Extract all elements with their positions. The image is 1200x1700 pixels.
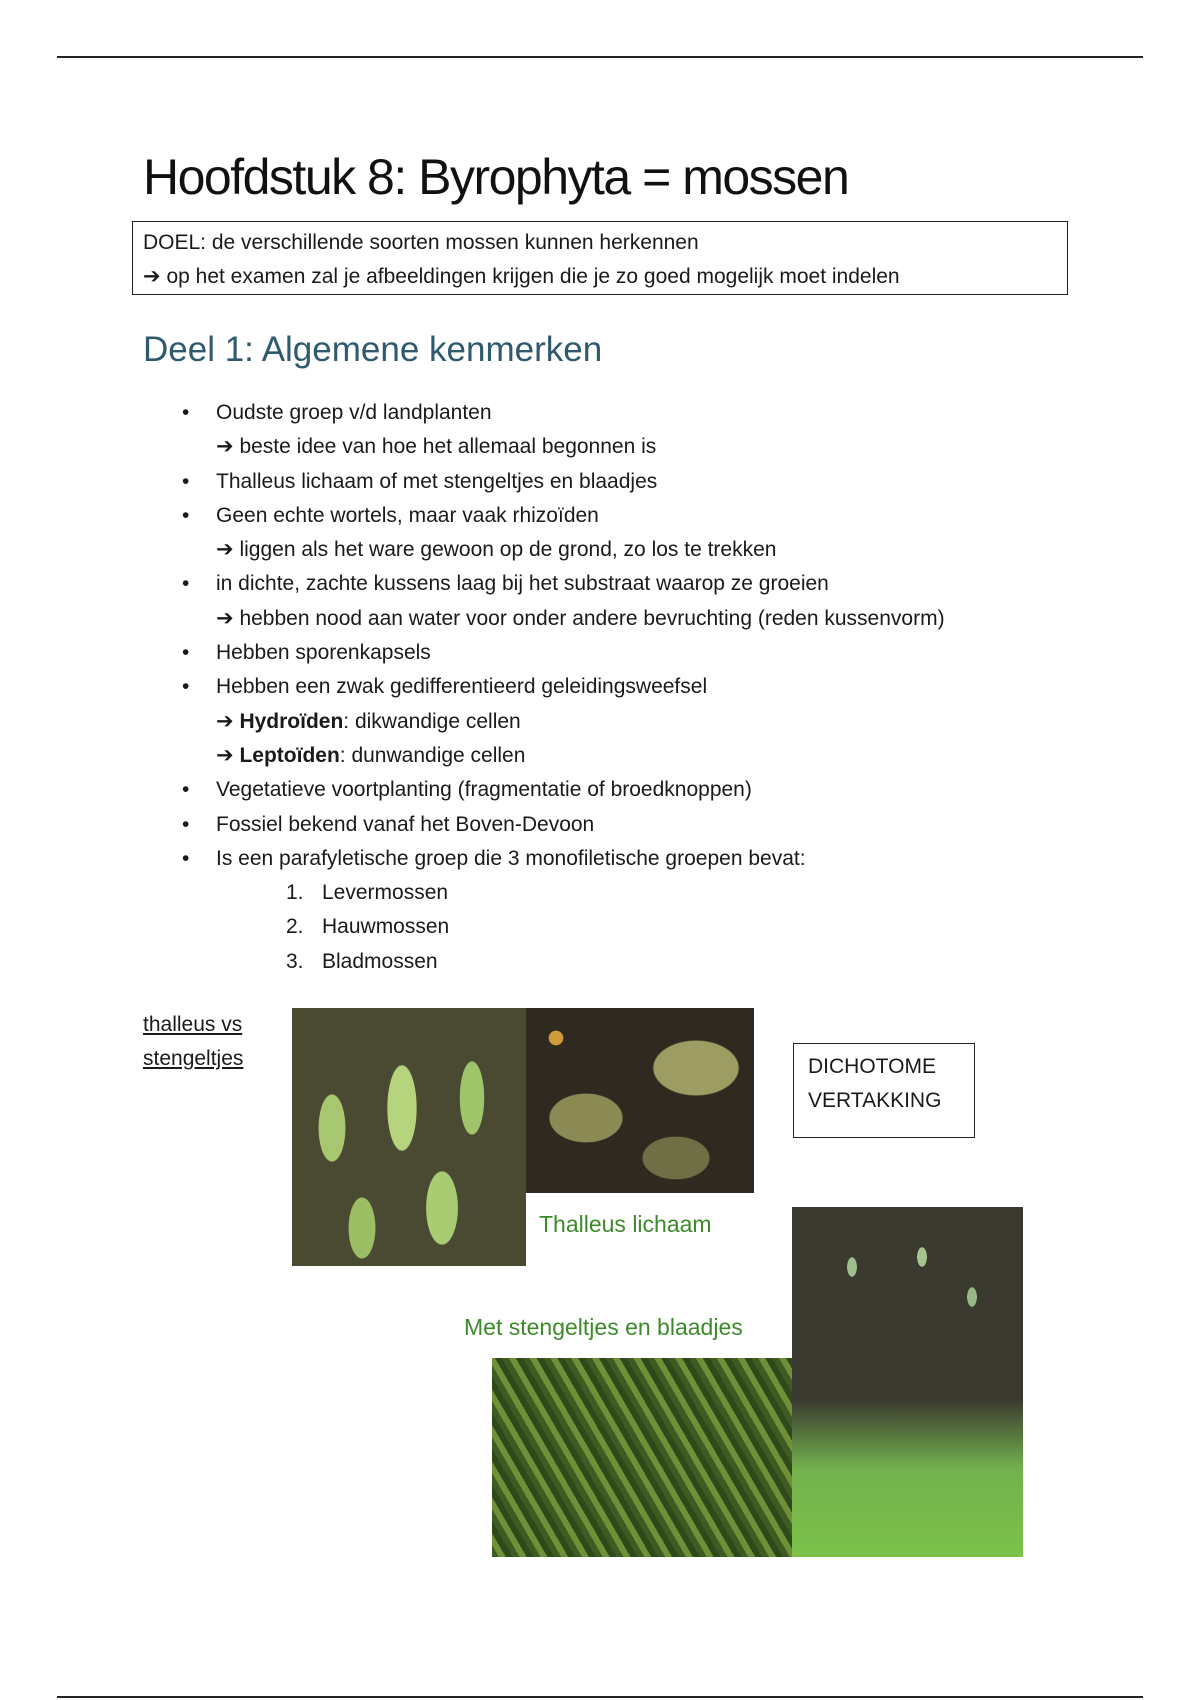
list-item-text: Hebben een zwak gedifferentieerd geleidingsweefsel [216, 675, 708, 699]
goal-line-2-text: op het examen zal je afbeeldingen krijgen die je zo goed mogelijk moet indelen [166, 265, 900, 288]
term-leptoiden: Leptoïden [239, 743, 340, 767]
bullet-icon: • [182, 469, 190, 493]
sub-item [182, 533, 1082, 567]
bullet-icon: • [182, 675, 190, 699]
term-hydroiden: Hydroïden [239, 709, 344, 733]
arrow-icon: ➔ [216, 435, 234, 459]
goal-box [132, 221, 1068, 295]
list-item-text: Geen echte wortels, maar vaak rhizoïden [216, 503, 599, 527]
arrow-icon: ➔ [143, 265, 161, 288]
group-item-1 [182, 876, 1082, 910]
bullet-icon: • [182, 641, 190, 665]
caption-thallus: Thalleus lichaam [539, 1211, 712, 1237]
bullet-icon: • [182, 812, 190, 836]
goal-line-2 [143, 260, 1057, 294]
sub-item-text: hebben nood aan water voor onder andere bevruchting (reden kussenvorm) [239, 606, 945, 630]
bullet-icon: • [182, 401, 190, 424]
dichotomous-branching-box [793, 1043, 975, 1138]
box-line-1: DICHOTOME [808, 1055, 936, 1078]
list-item [182, 636, 1082, 670]
bullet-icon: • [182, 846, 190, 870]
sub-item-text: liggen als het ware gewoon op de grond, zo los te trekken [239, 538, 777, 562]
arrow-icon: ➔ [216, 743, 234, 767]
list-item [182, 396, 1082, 430]
arrow-icon: ➔ [216, 538, 234, 562]
list-item-text: Thalleus lichaam of met stengeltjes en blaadjes [216, 469, 658, 493]
caption-stems-leaves: Met stengeltjes en blaadjes [464, 1314, 743, 1340]
bullet-icon: • [182, 778, 190, 802]
group-label: Hauwmossen [322, 915, 450, 939]
group-number: 1. [286, 881, 304, 905]
bullet-icon: • [182, 503, 190, 527]
section-heading: Deel 1: Algemene kenmerken [143, 330, 603, 369]
list-item [182, 773, 1082, 807]
arrow-icon: ➔ [216, 709, 234, 733]
list-item [182, 808, 1082, 842]
group-label: Levermossen [322, 881, 449, 905]
thallus-liverwort-photo [292, 1008, 526, 1266]
sub-item [182, 705, 1082, 739]
thallus-closeup-photo [526, 1008, 754, 1193]
characteristics-list [182, 396, 1082, 979]
comparison-label-line-1: thalleus vs [143, 1013, 243, 1036]
bullet-icon: • [182, 572, 190, 596]
list-item [182, 465, 1082, 499]
list-item-text: in dichte, zachte kussens laag bij het substraat waarop ze groeien [216, 572, 829, 596]
list-item-text: Hebben sporenkapsels [216, 641, 431, 665]
sub-item [182, 602, 1082, 636]
list-item-text: Is een parafyletische groep die 3 monofiletische groepen bevat: [216, 846, 806, 870]
list-item-text: Oudste groep v/d landplanten [216, 401, 492, 424]
leafy-moss-photo [492, 1358, 792, 1557]
list-item-text: Fossiel bekend vanaf het Boven-Devoon [216, 812, 595, 836]
box-line-2: VERTAKKING [808, 1089, 942, 1112]
group-item-2 [182, 910, 1082, 944]
group-item-3 [182, 945, 1082, 979]
comparison-label-line-2: stengeltjes [143, 1047, 244, 1070]
group-number: 3. [286, 949, 304, 973]
arrow-icon: ➔ [216, 606, 234, 630]
bottom-rule [57, 1696, 1143, 1698]
list-item [182, 842, 1082, 876]
page-title: Hoofdstuk 8: Byrophyta = mossen [143, 149, 849, 205]
goal-line-1: DOEL: de verschillende soorten mossen kunnen herkennen [143, 231, 699, 254]
sub-item [182, 739, 1082, 773]
sub-item-text: beste idee van hoe het allemaal begonnen is [239, 435, 657, 459]
sub-item-text: : dunwandige cellen [339, 743, 526, 767]
sub-item-text: : dikwandige cellen [343, 709, 521, 733]
group-label: Bladmossen [322, 949, 438, 973]
comparison-label [143, 1008, 243, 1076]
sub-item [182, 430, 1082, 464]
top-rule [57, 56, 1143, 58]
list-item [182, 670, 1082, 704]
moss-sporophyte-photo [792, 1207, 1023, 1557]
list-item [182, 567, 1082, 601]
group-number: 2. [286, 915, 304, 939]
list-item [182, 499, 1082, 533]
list-item-text: Vegetatieve voortplanting (fragmentatie of broedknoppen) [216, 778, 752, 802]
